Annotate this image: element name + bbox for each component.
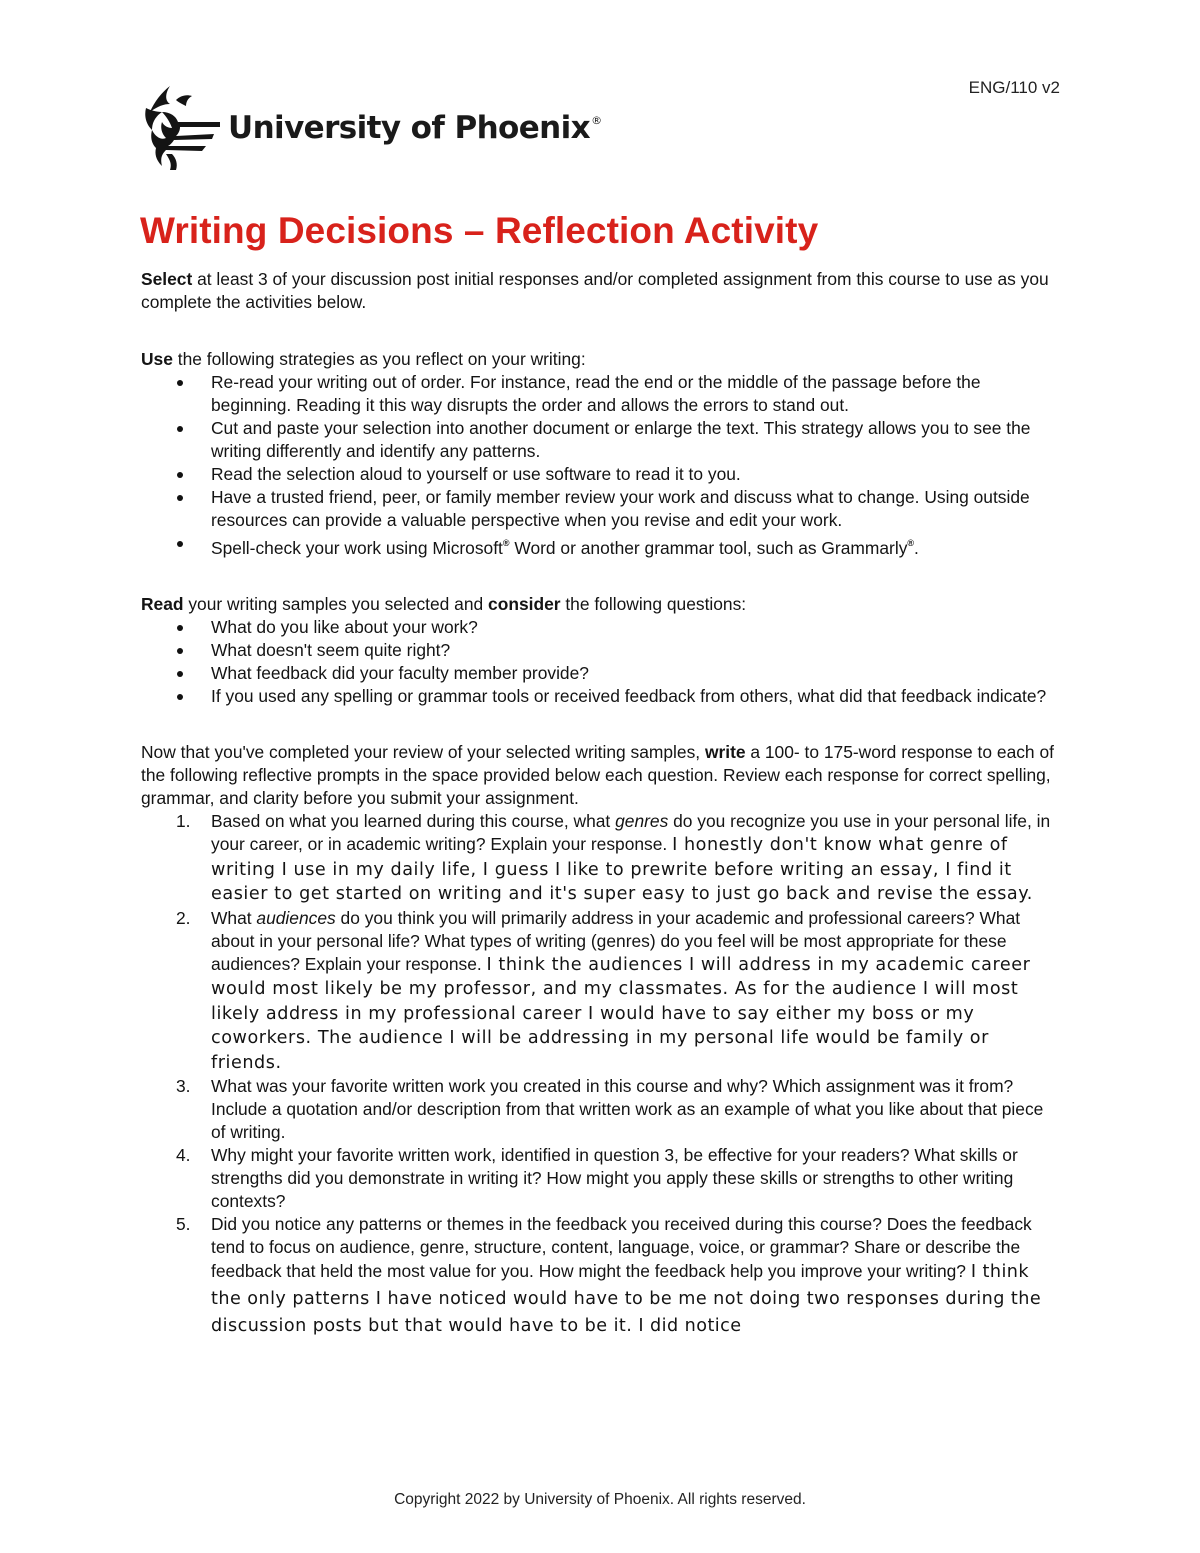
university-logo <box>140 82 601 172</box>
write-instructions: Now that you've completed your review of your selected writing samples, write a 100- to 175-word response to each of the following reflective prompts in the space provided below each question. Review each response for correct spelling, grammar, and clarity before you submit your assignment. <box>141 742 1054 808</box>
intro-paragraph: Select at least 3 of your discussion post initial responses and/or completed assignment from this course to use as you complete the activities below. <box>141 269 1049 312</box>
copyright-footer: Copyright 2022 by University of Phoenix. All rights reserved. <box>394 1491 806 1508</box>
strategies-heading: Use the following strategies as you reflect on your writing: <box>141 349 586 369</box>
list-item: What do you like about your work? <box>141 616 1061 639</box>
list-item: Read the selection aloud to yourself or use software to read it to you. <box>141 463 1061 486</box>
prompt-item-5: 5. Did you notice any patterns or themes in the feedback you received during this course? Does the feedback tend to focus on audience, genre, structure, content, language, voice, or grammar? Share or describe the feedback that held the most value for you. How might the feedback help you improve your writing? I think the only patterns I have noticed would have to be me not doing two responses during the discussion posts but that would have to be it. I did notice <box>176 1214 1042 1336</box>
document-body <box>141 268 1061 1340</box>
list-item: If you used any spelling or grammar tools or received feedback from others, what did that feedback indicate? <box>141 685 1061 708</box>
list-item: Cut and paste your selection into another document or enlarge the text. This strategy allows you to see the writing differently and identify any patterns. <box>141 417 1061 463</box>
list-item: What feedback did your faculty member provide? <box>141 662 1061 685</box>
prompt-item-4: 4. Why might your favorite written work, identified in question 3, be effective for your readers? What skills or strengths did you demonstrate in writing it? How might you apply these skills or strengths to other writing contexts? <box>176 1145 1018 1211</box>
prompt-item-1: 1. Based on what you learned during this course, what genres do you recognize you use in your personal life, in your career, or in academic writing? Explain your response. I honestly don't know what genre of writing I use in my daily life, I guess I like to prewrite before writing an essay, I find it easier to get started on writing and it's super easy to just go back and revise the essay. <box>176 811 1051 904</box>
list-item: Spell-check your work using Microsoft® Word or another grammar tool, such as Grammarly®. <box>141 532 1061 560</box>
prompt-item-2: 2. What audiences do you think you will primarily address in your academic and professional careers? What about in your personal life? What types of writing (genres) do you feel will be most appropriate for these audiences? Explain your response. I think the audiences I will address in my academic career would most likely be my professor, and my classmates. As for the audience I will most likely address in my professional career I would have to say either my boss or my coworkers. The audience I will be addressing in my personal life would be family or friends. <box>176 907 1031 1073</box>
read-heading: Read your writing samples you selected and consider the following questions: <box>141 594 747 614</box>
logo-wordmark: University of Phoenix® <box>228 110 602 146</box>
questions-bullet-list <box>141 616 1061 708</box>
strategies-list <box>141 371 1061 560</box>
list-item: Have a trusted friend, peer, or family member review your work and discuss what to change. Using outside resources can provide a valuable perspective when you revise and edit your work. <box>141 486 1061 532</box>
page-title: Writing Decisions – Reflection Activity <box>140 210 819 251</box>
course-code: ENG/110 v2 <box>968 78 1060 97</box>
prompt-item-3: 3. What was your favorite written work you created in this course and why? Which assignment was it from? Include a quotation and/or description from that written work as an example of what you like about that piece of writing. <box>176 1076 1044 1142</box>
student-answer: I think the only patterns I have noticed would have to be me not doing two responses during the discussion posts but that would have to be it. I did notice <box>211 1262 1042 1336</box>
list-item: What doesn't seem quite right? <box>141 639 1061 662</box>
student-answer: I honestly don't know what genre of writing I use in my daily life, I guess I like to prewrite before writing an essay, I find it easier to get started on writing and it's super easy to just go back and revise the essay. <box>211 835 1033 904</box>
student-answer: I think the audiences I will address in my academic career would most likely be my professor, and my classmates. As for the audience I will most likely address in my professional career I would have to say either my boss or my coworkers. The audience I will be addressing in my personal life would be family or friends. <box>211 954 1031 1073</box>
list-item: Re-read your writing out of order. For instance, read the end or the middle of the passage before the beginning. Reading it this way disrupts the order and allows the errors to stand out. <box>141 371 1061 417</box>
phoenix-bird-icon <box>140 82 222 172</box>
reflection-prompts-list <box>141 810 1061 1340</box>
